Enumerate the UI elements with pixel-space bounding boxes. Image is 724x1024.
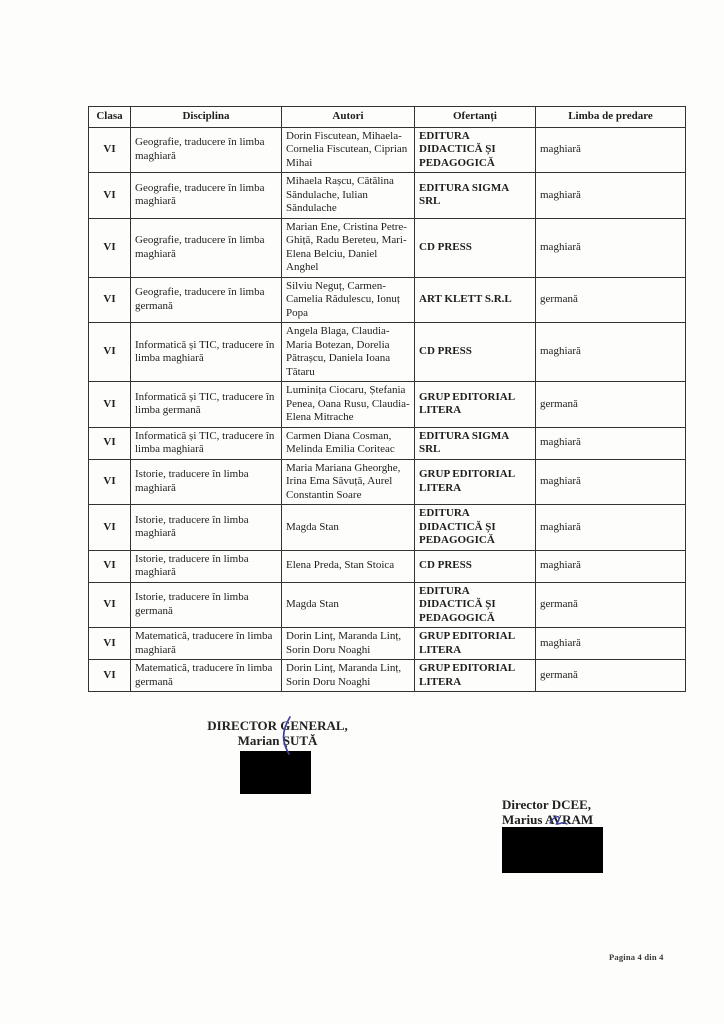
cell-limba: maghiară (536, 127, 686, 173)
cell-disciplina: Informatică și TIC, traducere în limba germană (131, 382, 282, 428)
table-row (89, 127, 686, 173)
cell-limba: maghiară (536, 550, 686, 582)
cell-disciplina: Istorie, traducere în limba maghiară (131, 459, 282, 505)
table-row (89, 427, 686, 459)
cell-clasa: VI (89, 582, 131, 628)
cell-ofertanti: GRUP EDITORIAL LITERA (415, 628, 536, 660)
cell-ofertanti: EDITURA SIGMA SRL (415, 173, 536, 219)
table-row (89, 660, 686, 692)
table-row (89, 218, 686, 277)
signature-name: Marian ȘUTĂ (237, 733, 318, 748)
cell-disciplina: Informatică și TIC, traducere în limba maghiară (131, 323, 282, 382)
cell-ofertanti: CD PRESS (415, 550, 536, 582)
cell-clasa: VI (89, 382, 131, 428)
cell-ofertanti: EDITURA DIDACTICĂ ȘI PEDAGOGICĂ (415, 505, 536, 551)
cell-limba: maghiară (536, 628, 686, 660)
cell-autori: Dorin Fiscutean, Mihaela-Cornelia Fiscutean, Ciprian Mihai (282, 127, 415, 173)
cell-limba: maghiară (536, 323, 686, 382)
cell-autori: Maria Mariana Gheorghe, Irina Ema Săvuță, Aurel Constantin Soare (282, 459, 415, 505)
cell-clasa: VI (89, 459, 131, 505)
cell-limba: germană (536, 382, 686, 428)
signature-block-dcee (502, 797, 662, 827)
table-row (89, 505, 686, 551)
cell-autori: Dorin Linț, Maranda Linț, Sorin Doru Noaghi (282, 628, 415, 660)
cell-ofertanti: GRUP EDITORIAL LITERA (415, 382, 536, 428)
cell-disciplina: Istorie, traducere în limba maghiară (131, 550, 282, 582)
cell-clasa: VI (89, 505, 131, 551)
cell-autori: Luminița Ciocaru, Ștefania Penea, Oana Rusu, Claudia-Elena Mitrache (282, 382, 415, 428)
cell-limba: maghiară (536, 427, 686, 459)
cell-clasa: VI (89, 127, 131, 173)
cell-clasa: VI (89, 218, 131, 277)
table-row (89, 382, 686, 428)
cell-ofertanti: GRUP EDITORIAL LITERA (415, 660, 536, 692)
signature-stroke (276, 715, 298, 755)
signature-title: DIRECTOR GENERAL, (207, 718, 348, 733)
cell-disciplina: Istorie, traducere în limba germană (131, 582, 282, 628)
column-header-autori: Autori (282, 107, 415, 128)
column-header-limba: Limba de predare (536, 107, 686, 128)
table-row (89, 459, 686, 505)
cell-autori: Marian Ene, Cristina Petre-Ghiță, Radu Bereteu, Mari-Elena Belciu, Daniel Anghel (282, 218, 415, 277)
signature-title: Director DCEE, (502, 797, 592, 812)
cell-limba: maghiară (536, 173, 686, 219)
cell-clasa: VI (89, 628, 131, 660)
cell-disciplina: Geografie, traducere în limba maghiară (131, 218, 282, 277)
table-body (89, 127, 686, 692)
cell-autori: Silviu Neguț, Carmen-Camelia Rădulescu, Ionuț Popa (282, 277, 415, 323)
textbook-offers-table (88, 106, 686, 692)
cell-limba: maghiară (536, 459, 686, 505)
signature-stroke (546, 813, 572, 829)
cell-clasa: VI (89, 323, 131, 382)
cell-autori: Elena Preda, Stan Stoica (282, 550, 415, 582)
cell-clasa: VI (89, 660, 131, 692)
cell-clasa: VI (89, 550, 131, 582)
column-header-ofertanti: Ofertanți (415, 107, 536, 128)
cell-disciplina: Geografie, traducere în limba maghiară (131, 173, 282, 219)
table-row (89, 173, 686, 219)
cell-autori: Magda Stan (282, 582, 415, 628)
cell-limba: maghiară (536, 218, 686, 277)
table-row (89, 550, 686, 582)
cell-disciplina: Informatică și TIC, traducere în limba maghiară (131, 427, 282, 459)
cell-disciplina: Matematică, traducere în limba germană (131, 660, 282, 692)
cell-ofertanti: ART KLETT S.R.L (415, 277, 536, 323)
cell-disciplina: Geografie, traducere în limba germană (131, 277, 282, 323)
signature-name: Marius AVRAM (502, 812, 594, 827)
cell-autori: Angela Blaga, Claudia-Maria Botezan, Dorelia Pătrașcu, Daniela Ioana Tătaru (282, 323, 415, 382)
cell-ofertanti: EDITURA SIGMA SRL (415, 427, 536, 459)
cell-clasa: VI (89, 277, 131, 323)
cell-clasa: VI (89, 427, 131, 459)
table-row (89, 582, 686, 628)
table-row (89, 323, 686, 382)
cell-disciplina: Istorie, traducere în limba maghiară (131, 505, 282, 551)
cell-clasa: VI (89, 173, 131, 219)
cell-limba: germană (536, 582, 686, 628)
page-number: Pagina 4 din 4 (609, 952, 664, 962)
cell-ofertanti: EDITURA DIDACTICĂ ȘI PEDAGOGICĂ (415, 127, 536, 173)
cell-disciplina: Matematică, traducere în limba maghiară (131, 628, 282, 660)
cell-ofertanti: GRUP EDITORIAL LITERA (415, 459, 536, 505)
cell-disciplina: Geografie, traducere în limba maghiară (131, 127, 282, 173)
cell-autori: Mihaela Rașcu, Cătălina Săndulache, Iulian Săndulache (282, 173, 415, 219)
table-row (89, 277, 686, 323)
column-header-clasa: Clasa (89, 107, 131, 128)
cell-limba: germană (536, 660, 686, 692)
table-row (89, 628, 686, 660)
cell-limba: maghiară (536, 505, 686, 551)
cell-ofertanti: EDITURA DIDACTICĂ ȘI PEDAGOGICĂ (415, 582, 536, 628)
cell-autori: Dorin Linț, Maranda Linț, Sorin Doru Noaghi (282, 660, 415, 692)
table-header (89, 107, 686, 128)
cell-ofertanti: CD PRESS (415, 218, 536, 277)
cell-autori: Magda Stan (282, 505, 415, 551)
cell-autori: Carmen Diana Cosman, Melinda Emilia Coriteac (282, 427, 415, 459)
table-header-row (89, 107, 686, 128)
redaction-box (240, 751, 311, 794)
cell-limba: germană (536, 277, 686, 323)
column-header-disciplina: Disciplina (131, 107, 282, 128)
redaction-box (502, 827, 603, 873)
cell-ofertanti: CD PRESS (415, 323, 536, 382)
